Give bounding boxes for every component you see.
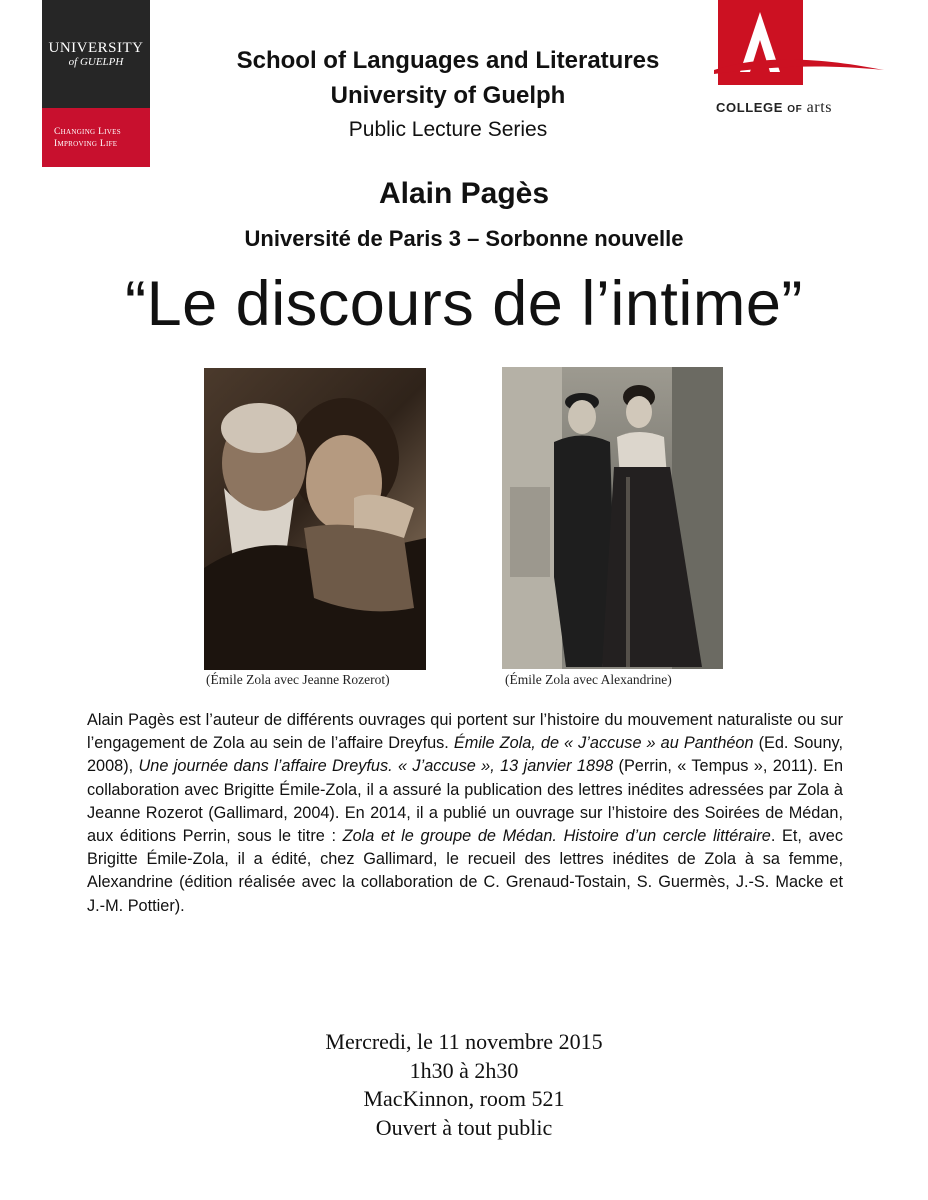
speaker-affiliation: Université de Paris 3 – Sorbonne nouvelle bbox=[244, 226, 684, 251]
guelph-logo-tagline bbox=[42, 108, 150, 167]
university-name: University of Guelph bbox=[330, 82, 566, 109]
speaker-name: Alain Pagès bbox=[378, 177, 550, 210]
bio-book-title: Une journée dans l’affaire Dreyfus. « J’accuse », 13 janvier 1898 bbox=[138, 757, 614, 776]
bio-text: Alain Pagès est l’auteur de différents ouvrages qui portent sur l’histoire du mouvement naturaliste ou sur l’engagement de Zola au sein de l’affaire Dreyfus. bbox=[87, 711, 843, 753]
bio-text: . Et, avec Brigitte Émile-Zola, il a édité, chez Gallimard, le recueil des lettres inédites de Zola à sa femme, Alexandrine (édition réalisée avec la collaboration de C. Grenaud-Tostain, S. Guermès, J.-S. Macke et J.-M. Pottier). bbox=[87, 827, 843, 915]
speaker-biography bbox=[87, 709, 843, 918]
college-of-arts-logo bbox=[712, 0, 887, 125]
university-of-guelph-logo bbox=[42, 0, 150, 167]
photo-caption: (Émile Zola avec Jeanne Rozerot) bbox=[206, 672, 390, 687]
guelph-logo-wordmark bbox=[42, 0, 150, 108]
event-location: MacKinnon, room 521 bbox=[363, 1086, 565, 1111]
photo-zola-jeanne-rozerot bbox=[204, 368, 426, 670]
event-date: Mercredi, le 11 novembre 2015 bbox=[325, 1029, 603, 1054]
photo-caption: (Émile Zola avec Alexandrine) bbox=[505, 672, 672, 687]
event-access: Ouvert à tout public bbox=[375, 1114, 553, 1140]
college-swoosh-icon bbox=[712, 40, 887, 95]
bio-text: (Perrin, « Tempus », 2011). En collaboration avec Brigitte Émile-Zola, il a assuré la publication des lettres inédites adressées par Zola à Jeanne Rozerot (Gallimard, 2004). En 2014, il a publié un ouvrage sur l’histoire des Soirées de Médan, aux éditions Perrin, sous le titre : bbox=[87, 757, 843, 846]
photo-zola-alexandrine bbox=[502, 367, 723, 669]
guelph-tagline-line1: Changing Lives bbox=[54, 126, 121, 137]
guelph-tagline-line2: Improving Life bbox=[54, 138, 118, 149]
event-time: 1h30 à 2h30 bbox=[409, 1057, 519, 1083]
lecture-series: Public Lecture Series bbox=[348, 118, 548, 141]
bio-text: (Ed. Souny, 2008), bbox=[87, 734, 843, 776]
college-arts-word: arts bbox=[806, 99, 833, 116]
poster-header bbox=[160, 44, 736, 146]
school-name: School of Languages and Literatures bbox=[236, 47, 660, 74]
guelph-logo-line1: UNIVERSITY bbox=[48, 39, 144, 56]
guelph-logo-line2: of GUELPH bbox=[68, 55, 124, 68]
event-details bbox=[0, 1028, 928, 1142]
bio-book-title: Zola et le groupe de Médan. Histoire d’un cercle littéraire bbox=[342, 827, 771, 846]
lecture-title: “Le discours de l’intime” bbox=[125, 269, 803, 339]
college-word: COLLEGE bbox=[716, 100, 784, 115]
college-of-word: OF bbox=[787, 104, 803, 115]
bio-book-title: Émile Zola, de « J’accuse » au Panthéon bbox=[453, 734, 754, 753]
